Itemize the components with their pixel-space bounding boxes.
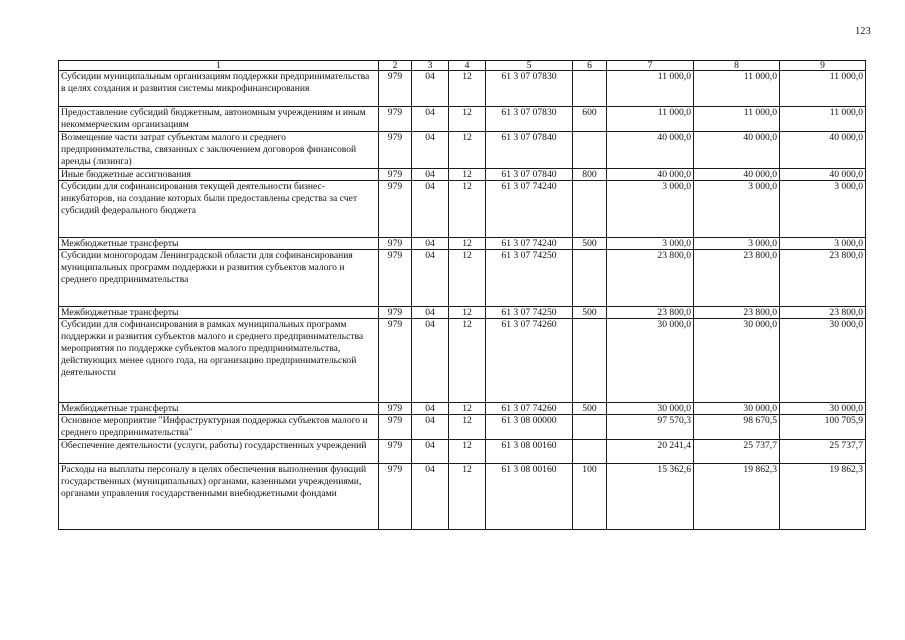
col-header: 3 <box>412 61 449 71</box>
table-row <box>59 464 866 530</box>
amount-year3-cell: 30 000,0 <box>780 403 866 415</box>
subsection-cell: 12 <box>449 307 486 319</box>
amount-year1-cell: 3 000,0 <box>607 181 694 238</box>
ministry-code-cell: 979 <box>379 238 412 250</box>
target-article-cell: 61 3 08 00000 <box>486 415 573 440</box>
ministry-code-cell: 979 <box>379 250 412 307</box>
row-name-cell: Межбюджетные трансферты <box>59 403 379 415</box>
col-header: 1 <box>59 61 379 71</box>
expense-type-cell: 800 <box>573 169 607 181</box>
amount-year3-cell: 23 800,0 <box>780 250 866 307</box>
target-article-cell: 61 3 08 00160 <box>486 464 573 530</box>
ministry-code-cell: 979 <box>379 464 412 530</box>
amount-year1-cell: 40 000,0 <box>607 132 694 169</box>
amount-year3-cell: 23 800,0 <box>780 307 866 319</box>
table-row <box>59 132 866 169</box>
target-article-cell: 61 3 08 00160 <box>486 440 573 464</box>
table-row <box>59 169 866 181</box>
target-article-cell: 61 3 07 74260 <box>486 403 573 415</box>
section-cell: 04 <box>412 132 449 169</box>
amount-year3-cell: 3 000,0 <box>780 181 866 238</box>
target-article-cell: 61 3 07 07830 <box>486 71 573 107</box>
amount-year2-cell: 98 670,5 <box>694 415 780 440</box>
subsection-cell: 12 <box>449 440 486 464</box>
expense-type-cell: 100 <box>573 464 607 530</box>
table-row <box>59 307 866 319</box>
section-cell: 04 <box>412 319 449 403</box>
target-article-cell: 61 3 07 07840 <box>486 169 573 181</box>
subsection-cell: 12 <box>449 181 486 238</box>
amount-year1-cell: 11 000,0 <box>607 107 694 132</box>
row-name-cell: Предоставление субсидий бюджетным, автономным учреждениям и иным некоммерческим организациям <box>59 107 379 132</box>
col-header: 7 <box>607 61 694 71</box>
amount-year3-cell: 25 737,7 <box>780 440 866 464</box>
table-row <box>59 440 866 464</box>
amount-year2-cell: 40 000,0 <box>694 132 780 169</box>
subsection-cell: 12 <box>449 464 486 530</box>
section-cell: 04 <box>412 403 449 415</box>
table-row <box>59 403 866 415</box>
ministry-code-cell: 979 <box>379 319 412 403</box>
section-cell: 04 <box>412 238 449 250</box>
amount-year1-cell: 97 570,3 <box>607 415 694 440</box>
amount-year3-cell: 19 862,3 <box>780 464 866 530</box>
section-cell: 04 <box>412 71 449 107</box>
subsection-cell: 12 <box>449 250 486 307</box>
subsection-cell: 12 <box>449 132 486 169</box>
table-row <box>59 319 866 403</box>
amount-year2-cell: 30 000,0 <box>694 319 780 403</box>
ministry-code-cell: 979 <box>379 307 412 319</box>
amount-year2-cell: 40 000,0 <box>694 169 780 181</box>
amount-year2-cell: 3 000,0 <box>694 238 780 250</box>
table-row <box>59 107 866 132</box>
section-cell: 04 <box>412 250 449 307</box>
target-article-cell: 61 3 07 74250 <box>486 250 573 307</box>
target-article-cell: 61 3 07 74260 <box>486 319 573 403</box>
subsection-cell: 12 <box>449 238 486 250</box>
expense-type-cell: 500 <box>573 307 607 319</box>
target-article-cell: 61 3 07 74250 <box>486 307 573 319</box>
expense-type-cell: 500 <box>573 238 607 250</box>
row-name-cell: Субсидии муниципальным организациям поддержки предпринимательства в целях создания и развития системы микрофинансирования <box>59 71 379 107</box>
amount-year3-cell: 3 000,0 <box>780 238 866 250</box>
amount-year1-cell: 20 241,4 <box>607 440 694 464</box>
subsection-cell: 12 <box>449 71 486 107</box>
expense-type-cell <box>573 440 607 464</box>
amount-year2-cell: 25 737,7 <box>694 440 780 464</box>
section-cell: 04 <box>412 307 449 319</box>
ministry-code-cell: 979 <box>379 107 412 132</box>
section-cell: 04 <box>412 464 449 530</box>
amount-year1-cell: 23 800,0 <box>607 250 694 307</box>
amount-year1-cell: 40 000,0 <box>607 169 694 181</box>
row-name-cell: Основное мероприятие "Инфраструктурная поддержка субъектов малого и среднего предпринимательства" <box>59 415 379 440</box>
table-row <box>59 181 866 238</box>
ministry-code-cell: 979 <box>379 181 412 238</box>
ministry-code-cell: 979 <box>379 169 412 181</box>
subsection-cell: 12 <box>449 107 486 132</box>
table-row <box>59 250 866 307</box>
expense-type-cell <box>573 181 607 238</box>
col-header: 5 <box>486 61 573 71</box>
expense-type-cell: 600 <box>573 107 607 132</box>
subsection-cell: 12 <box>449 319 486 403</box>
expense-type-cell <box>573 132 607 169</box>
amount-year3-cell: 40 000,0 <box>780 132 866 169</box>
target-article-cell: 61 3 07 74240 <box>486 238 573 250</box>
amount-year1-cell: 15 362,6 <box>607 464 694 530</box>
subsection-cell: 12 <box>449 403 486 415</box>
amount-year3-cell: 11 000,0 <box>780 107 866 132</box>
col-header: 2 <box>379 61 412 71</box>
ministry-code-cell: 979 <box>379 403 412 415</box>
amount-year2-cell: 3 000,0 <box>694 181 780 238</box>
row-name-cell: Обеспечение деятельности (услуги, работы) государственных учреждений <box>59 440 379 464</box>
target-article-cell: 61 3 07 07830 <box>486 107 573 132</box>
table-row <box>59 415 866 440</box>
col-header: 4 <box>449 61 486 71</box>
ministry-code-cell: 979 <box>379 415 412 440</box>
subsection-cell: 12 <box>449 415 486 440</box>
amount-year1-cell: 3 000,0 <box>607 238 694 250</box>
page-number: 123 <box>855 26 871 37</box>
row-name-cell: Иные бюджетные ассигнования <box>59 169 379 181</box>
target-article-cell: 61 3 07 74240 <box>486 181 573 238</box>
amount-year1-cell: 30 000,0 <box>607 403 694 415</box>
expense-type-cell <box>573 319 607 403</box>
section-cell: 04 <box>412 107 449 132</box>
row-name-cell: Межбюджетные трансферты <box>59 238 379 250</box>
amount-year2-cell: 23 800,0 <box>694 307 780 319</box>
col-header: 6 <box>573 61 607 71</box>
col-header: 9 <box>780 61 866 71</box>
subsection-cell: 12 <box>449 169 486 181</box>
section-cell: 04 <box>412 169 449 181</box>
col-header: 8 <box>694 61 780 71</box>
amount-year3-cell: 40 000,0 <box>780 169 866 181</box>
header-row <box>59 61 866 71</box>
amount-year3-cell: 11 000,0 <box>780 71 866 107</box>
row-name-cell: Межбюджетные трансферты <box>59 307 379 319</box>
section-cell: 04 <box>412 415 449 440</box>
expense-type-cell <box>573 415 607 440</box>
amount-year2-cell: 11 000,0 <box>694 71 780 107</box>
row-name-cell: Субсидии для софинансирования в рамках муниципальных программ поддержки и развития субъектов малого и среднего предпринимательства мероприятия по поддержке субъектов малого предпринимательства, действующих менее одного года, на организацию предпринимательской деятельности <box>59 319 379 403</box>
target-article-cell: 61 3 07 07840 <box>486 132 573 169</box>
ministry-code-cell: 979 <box>379 440 412 464</box>
amount-year1-cell: 30 000,0 <box>607 319 694 403</box>
ministry-code-cell: 979 <box>379 132 412 169</box>
ministry-code-cell: 979 <box>379 71 412 107</box>
section-cell: 04 <box>412 181 449 238</box>
section-cell: 04 <box>412 440 449 464</box>
amount-year2-cell: 19 862,3 <box>694 464 780 530</box>
row-name-cell: Расходы на выплаты персоналу в целях обеспечения выполнения функций государственных (муниципальных) органами, казенными учреждениями, органами управления государственными внебюджетными фондами <box>59 464 379 530</box>
amount-year3-cell: 30 000,0 <box>780 319 866 403</box>
amount-year3-cell: 100 705,9 <box>780 415 866 440</box>
expense-type-cell: 500 <box>573 403 607 415</box>
amount-year2-cell: 23 800,0 <box>694 250 780 307</box>
table-row <box>59 238 866 250</box>
amount-year2-cell: 30 000,0 <box>694 403 780 415</box>
row-name-cell: Субсидии для софинансирования текущей деятельности бизнес-инкубаторов, на создание которых были предоставлены средства за счет субсидий федерального бюджета <box>59 181 379 238</box>
amount-year1-cell: 11 000,0 <box>607 71 694 107</box>
expense-type-cell <box>573 71 607 107</box>
expense-type-cell <box>573 250 607 307</box>
row-name-cell: Субсидии моногородам Ленинградской области для софинансирования муниципальных программ поддержки и развития субъектов малого и среднего предпринимательства <box>59 250 379 307</box>
budget-table <box>58 60 866 530</box>
amount-year1-cell: 23 800,0 <box>607 307 694 319</box>
amount-year2-cell: 11 000,0 <box>694 107 780 132</box>
row-name-cell: Возмещение части затрат субъектам малого и среднего предпринимательства, связанных с заключением договоров финансовой аренды (лизинга) <box>59 132 379 169</box>
table-row <box>59 71 866 107</box>
